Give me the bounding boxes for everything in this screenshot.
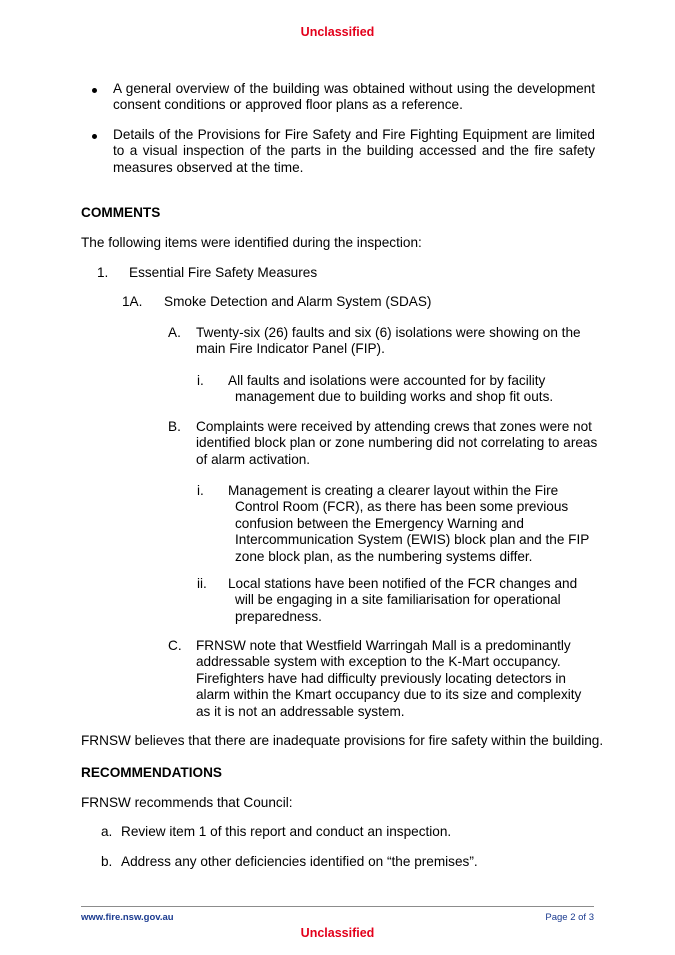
item-1a-number: 1A. [122, 294, 143, 309]
item-1-label: Essential Fire Safety Measures [129, 265, 318, 280]
comments-heading: COMMENTS [81, 205, 161, 220]
footer-website-link[interactable]: www.fire.nsw.gov.au [81, 912, 174, 923]
item-1-number: 1. [97, 265, 109, 280]
bullet-text-provisions: Details of the Provisions for Fire Safety and Fire Fighting Equipment are limited to a visual inspection of the parts in the building accessed and the fire safety measures observed at the time. [113, 127, 595, 175]
classification-header: Unclassified [300, 25, 375, 39]
footer-page-number: Page 2 of 3 [545, 912, 594, 923]
item-b-sub-i-text: Management is creating a clearer layout within the Fire Control Room (FCR), as there has been some previous confusion between the Emergency Warning and Intercommunication System (EWIS) block plan and the FIP zone block plan, as the numbering systems differ. [228, 483, 590, 564]
item-c-text: FRNSW note that Westfield Warringah Mall is a predominantly addressable system with exception to the K-Mart occupancy. Firefighters have had difficulty previously locating detectors in alarm within the Kmart occupancy due to its size and complexity as it is not an addressable system. [196, 638, 582, 719]
item-b-sub-i-number: i. [197, 483, 204, 498]
item-c-letter: C. [168, 638, 182, 653]
recommendations-intro: FRNSW recommends that Council: [81, 795, 293, 810]
item-a-letter: A. [168, 325, 181, 340]
recommendation-a-text: Review item 1 of this report and conduct an inspection. [121, 824, 452, 839]
bullet-icon [92, 134, 97, 139]
item-a-sub-i-number: i. [197, 373, 204, 388]
item-b-sub-ii-number: ii. [197, 576, 207, 591]
footer-divider [81, 906, 594, 907]
item-b-sub-ii-text: Local stations have been notified of the FCR changes and will be engaging in a site familiarisation for operational preparedness. [228, 576, 578, 624]
item-b-letter: B. [168, 419, 181, 434]
item-a-text: Twenty-six (26) faults and six (6) isolations were showing on the main Fire Indicator Panel (FIP). [196, 325, 581, 357]
recommendation-b-marker: b. [101, 854, 113, 869]
item-b-text: Complaints were received by attending crews that zones were not identified block plan or zone numbering did not correlating to areas of alarm activation. [196, 419, 598, 467]
bullet-text-overview: A general overview of the building was obtained without using the development consent conditions or approved floor plans as a reference. [113, 81, 595, 113]
item-a-sub-i-text: All faults and isolations were accounted for by facility management due to building works and shop fit outs. [228, 373, 554, 405]
item-1a-label: Smoke Detection and Alarm System (SDAS) [164, 294, 432, 309]
bullet-icon [92, 88, 97, 93]
comments-conclusion: FRNSW believes that there are inadequate provisions for fire safety within the building. [81, 733, 604, 748]
classification-footer: Unclassified [300, 926, 375, 940]
recommendation-a-marker: a. [101, 824, 113, 839]
comments-intro: The following items were identified during the inspection: [81, 235, 422, 250]
recommendations-heading: RECOMMENDATIONS [81, 765, 222, 780]
recommendation-b-text: Address any other deficiencies identified on “the premises”. [121, 854, 478, 869]
